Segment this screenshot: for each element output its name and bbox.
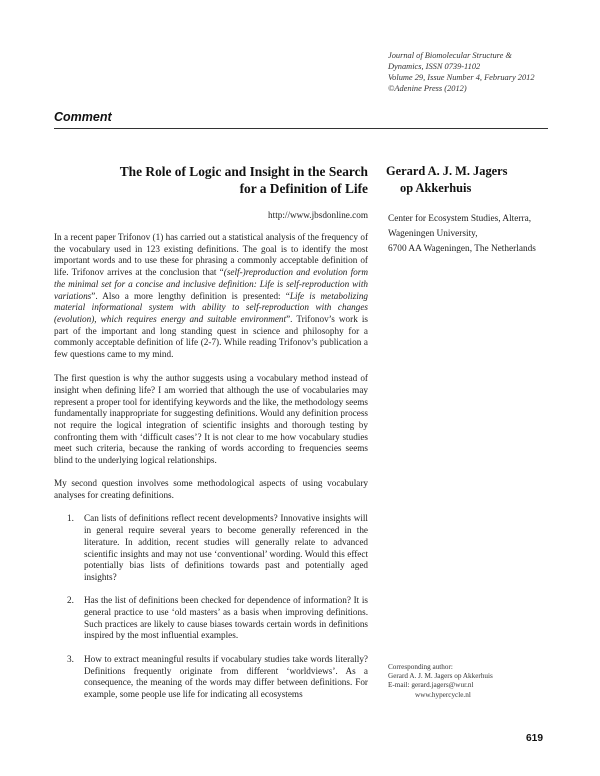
journal-copyright: ©Adenine Press (2012) [388,84,467,93]
list-item [54,595,368,642]
paragraph-1 [54,232,368,361]
article-body [54,232,368,712]
header-rule [54,128,548,129]
question-list [54,513,368,700]
list-item-number: 3. [67,653,74,664]
paragraph-2: The first question is why the author suggests using a vocabulary method instead of insight when defining life? I am worried that although the use of vocabularies may represent a proper tool for identifying keywords and the like, the methodology seems fundamentally inappropriate for suggesting definitions. Would any definition process not require the logical integration of scientific insights and thorough testing by confronting them with ‘difficult cases’? It is not clear to me how vocabulary studies meet such criteria, because the ranking of words according to frequencies seems blind to the underlying logical relationships. [54,373,368,466]
affiliation-line-3: 6700 AA Wageningen, The Netherlands [388,244,536,254]
list-item [54,654,368,701]
author-affiliation [388,212,578,257]
article-title [60,163,368,197]
journal-name: Journal of Biomolecular Structure & [388,51,512,60]
affiliation-line-2: Wageningen University, [388,229,478,239]
affiliation-line-1: Center for Ecosystem Studies, Alterra, [388,214,532,224]
list-item-text: Can lists of definitions reflect recent developments? Innovative insights will in general require several years to become generally referenced in the literature. In addition, recent studies will generally relate to advanced scientific insights and may not use ‘conventional’ wording. Would this effect potentially bias lists of definitions towards past and potentially aged insights? [84,513,368,582]
list-item [54,513,368,583]
list-item-number: 1. [67,513,74,524]
journal-info [388,50,588,94]
title-line-1: The Role of Logic and Insight in the Search [119,164,368,179]
author-line-1: Gerard A. J. M. Jagers [386,164,508,178]
section-label: Comment [54,110,112,124]
title-line-2: for a Definition of Life [239,181,368,196]
corresponding-label: Corresponding author: [388,663,453,671]
corresponding-website[interactable]: www.hypercycle.nl [415,690,471,699]
journal-volume: Volume 29, Issue Number 4, February 2012 [388,73,535,82]
corresponding-name: Gerard A. J. M. Jagers op Akkerhuis [388,672,493,681]
corresponding-author [388,663,568,700]
page-number: 619 [526,733,543,744]
paragraph-1-text-a: In a recent paper Trifonov (1) has carried out a statistical analysis of the frequency of the vocabulary used in 123 existing definitions. The goal is to identify the most important words and to use these for phrasing a commonly acceptable definition of life. Trifonov arrives at the conclusion that “ [54,232,368,278]
author-line-2: op Akkerhuis [400,181,472,195]
journal-url[interactable]: http://www.jbsdonline.com [268,210,368,220]
list-item-number: 2. [67,595,74,606]
corresponding-email[interactable]: E-mail: gerard.jagers@wur.nl [388,681,474,690]
paragraph-1-text-c: ”. Trifonov’s work is part of the important and long standing quest in science and philosophy for a commonly acceptable definition of life (2-7). While reading Trifonov’s publication a few questions came to my mind. [54,313,368,360]
author-name [386,163,556,197]
list-item-text: How to extract meaningful results if vocabulary studies take words literally? Definitions frequently originate from different ‘worldviews’. As a consequence, the meaning of the words may differ between definitions. For example, some people use life for indicating all ecosystems [84,653,368,699]
paragraph-3: My second question involves some methodological aspects of using vocabulary analyses for creating definitions. [54,478,368,501]
journal-issn: Dynamics, ISSN 0739-1102 [388,62,481,71]
paragraph-1-text-b: ”. Also a more lengthy definition is presented: “ [91,290,290,301]
quote-definition-short: (self-)reproduction and evolution form the minimal set for a concise and inclusive definition: Life is self-reproduction with variations [54,267,368,301]
quote-definition-long: Life is metabolizing material informational system with ability to self-reproduction with changes (evolution), which requires energy and suitable environment [54,290,369,324]
list-item-text: Has the list of definitions been checked for dependence of information? It is general practice to use ‘old masters’ as a basis when improving definitions. Such practices are likely to cause biases towards certain words in definitions inspired by the most influential examples. [84,595,368,641]
